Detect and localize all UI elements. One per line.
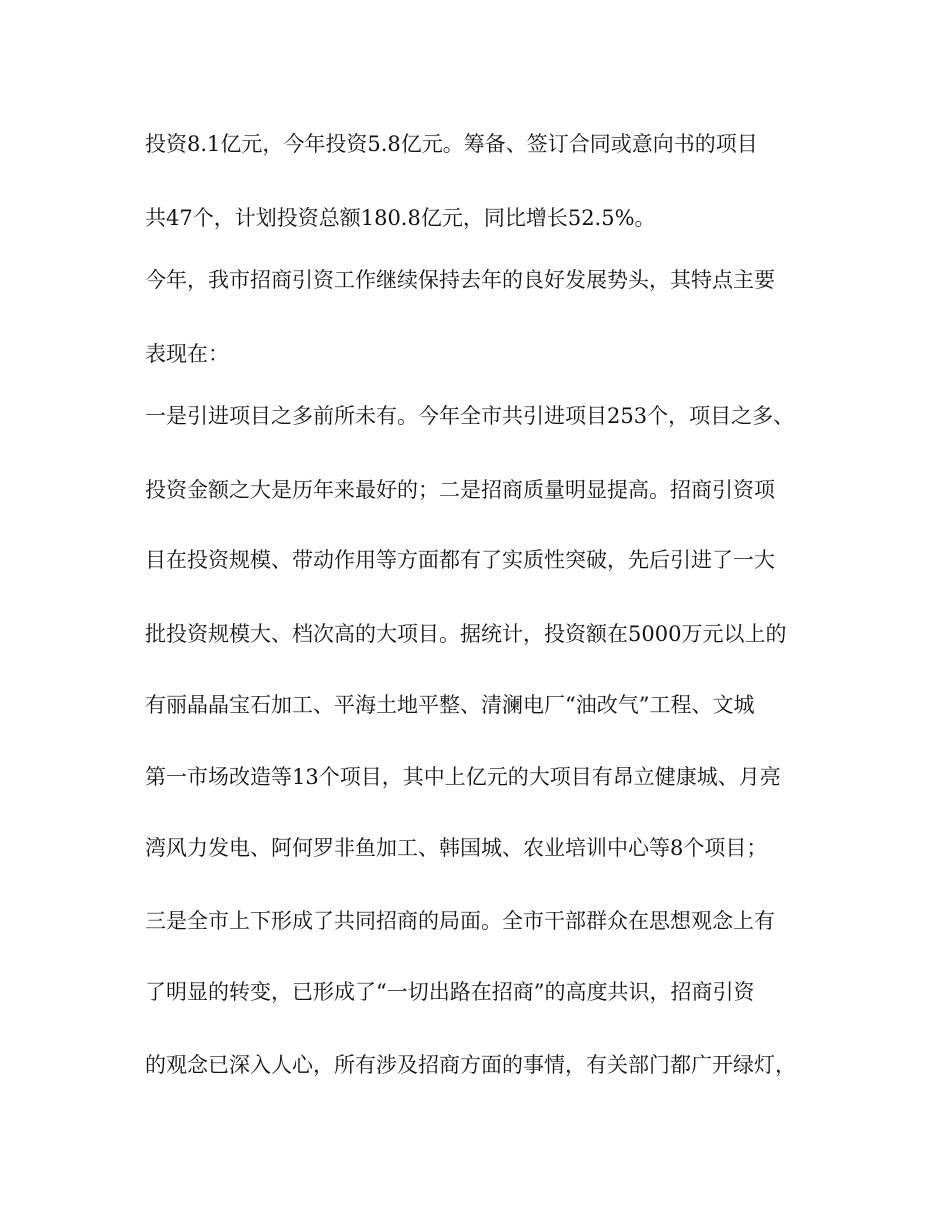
text-line-1: 投资8.1亿元，今年投资5.8亿元。筹备、签订合同或意向书的项目: [145, 132, 758, 156]
text-line-8: 批投资规模大、档次高的大项目。据统计，投资额在5000万元以上的: [145, 622, 787, 646]
text-line-6: 投资金额之大是历年来最好的；二是招商质量明显提高。招商引资项: [145, 478, 775, 502]
text-line-12: 三是全市上下形成了共同招商的局面。全市干部群众在思想观念上有: [145, 909, 775, 933]
text-line-14: 的观念已深入人心，所有涉及招商方面的事情，有关部门都广开绿灯，: [145, 1053, 796, 1077]
text-line-3: 今年，我市招商引资工作继续保持去年的良好发展势头，其特点主要: [145, 268, 775, 292]
text-line-13: 了明显的转变，已形成了“一切出路在招商”的高度共识，招商引资: [145, 980, 755, 1004]
text-line-11: 湾风力发电、阿何罗非鱼加工、韩国城、农业培训中心等8个项目；: [145, 836, 768, 860]
text-line-7: 目在投资规模、带动作用等方面都有了实质性突破，先后引进了一大: [145, 548, 775, 572]
text-line-5: 一是引进项目之多前所未有。今年全市共引进项目253个，项目之多、: [145, 404, 795, 428]
text-line-9: 有丽晶晶宝石加工、平海土地平整、清澜电厂“油改气”工程、文城: [145, 693, 755, 717]
text-line-2: 共47个，计划投资总额180.8亿元，同比增长52.5%。: [145, 206, 656, 230]
text-line-4: 表现在：: [145, 342, 229, 366]
text-line-10: 第一市场改造等13个项目，其中上亿元的大项目有昂立健康城、月亮: [145, 765, 781, 789]
